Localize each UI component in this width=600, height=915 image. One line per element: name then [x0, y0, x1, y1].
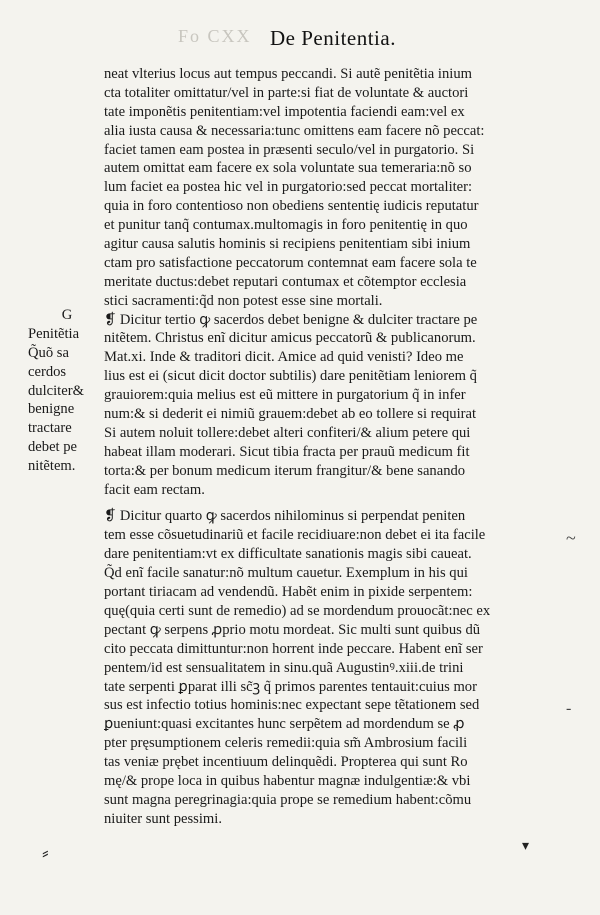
paragraph-gap	[104, 499, 562, 507]
text-line: mę/& prope loca in quibus habentur magnæ indulgentiæ:& vbi	[104, 772, 471, 789]
text-line: grauiorem:quia melius est eũ mittere in purgatorium q̃ in infer	[104, 387, 466, 404]
text-line: cta totaliter omittatur/vel in parte:si fiat de voluntate & auctori	[104, 84, 469, 101]
text-line: torta:& per bonum medicum iterum frangitur/& bene sanando	[104, 462, 466, 479]
text-line: Mat.xi. Inde & traditori dicit. Amice ad quid venisti? Ideo me	[104, 349, 464, 366]
text-line: tem esse cõsuetudinariũ et facile recidiuare:non debet ei ita facile	[104, 527, 486, 544]
text-line: neat vlterius locus aut tempus peccandi. Si autẽ penitẽtia inium	[104, 66, 472, 82]
text-line: alia iusta causa & necessaria:tunc omittens eam facere nõ peccat:	[104, 122, 485, 139]
text-line: habeat illam moderari. Sicut tibia fracta per prauũ medicum fit	[104, 443, 470, 460]
bottom-right-mark: ▾	[522, 839, 530, 854]
margin-mark: -	[566, 700, 572, 717]
text-line: faciet tamen eam postea in præsenti seculo/vel in purgatorio. Si	[104, 141, 475, 158]
text-line: quę(quia certi sunt de remedio) ad se mordendum prouocãt:nec ex	[104, 602, 491, 619]
text-line: facit eam rectam.	[104, 481, 205, 498]
text-line: lius est ei (sicut dicit doctor subtilis) dare penitẽtiam leniorem q̃	[104, 368, 477, 385]
text-line: autem omittat eam facere ex sola voluntate sua temeraria:nõ so	[104, 160, 472, 177]
text-line: portant tiriacam ad vendendũ. Habẽt enim in pixide serpentem:	[104, 584, 473, 601]
text-line: dare penitentiam:vt ex difficultate sanationis magis sibi caueat.	[104, 546, 472, 563]
text-line: tas veniæ prębet incentiuum delinquẽdi. Propterea qui sunt Ro	[104, 754, 468, 771]
text-line: et punitur tanq̃ contumax.multomagis in foro penitentię in quo	[104, 217, 468, 234]
margin-note-line: cerdos	[28, 363, 67, 380]
margin-note-line: nitẽtem.	[28, 458, 76, 475]
margin-mark: ~	[566, 528, 576, 548]
text-line: tate imponẽtis penitentiam:vel impotentia faciendi eam:vel ex	[104, 103, 465, 120]
text-line: pter pręsumptionem celeris remedii:quia sm̃ Ambrosium facili	[104, 735, 468, 752]
text-line: ❡ Dicitur quarto ꝙ sacerdos nihilominus si perpendat peniten	[104, 508, 466, 525]
margin-note-line: debet pe	[28, 439, 78, 456]
bleed-through-folio: Fo CXX	[178, 26, 252, 46]
text-line: pectant ꝙ serpens ꝓprio motu mordeat. Sic multi sunt quibus dũ	[104, 621, 481, 638]
main-text-block	[104, 65, 562, 829]
text-line: cito peccata dimittuntur:non horrent inde peccare. Habent enĩ ser	[104, 640, 483, 657]
text-line: sunt magna peregrinagia:quia prope se remedium habent:cõmu	[104, 791, 472, 808]
text-line: num:& si dederit ei nimiũ grauem:debet ab eo tollere si requirat	[104, 406, 477, 423]
text-line: agitur causa salutis hominis si recipiens penitentiam sibi inium	[104, 236, 471, 253]
text-line: niuiter sunt pessimi.	[104, 810, 222, 827]
text-line: stici sacramenti:q̃d non potest esse sine mortali.	[104, 292, 383, 309]
text-line: ❡ Dicitur tertio ꝙ sacerdos debet benigne & dulciter tractare pe	[104, 311, 478, 328]
text-line: ctam pro satisfactione peccatorum contemnat eam facere sola te	[104, 254, 477, 271]
text-line: pentem/id est sensualitatem in sinu.quã Augustinꝰ.xiii.de trini	[104, 659, 464, 676]
text-line: Si autem noluit tollere:debet alteri confiteri/& alium petere qui	[104, 424, 471, 441]
text-line: nitẽtem. Christus enĩ dicitur amicus peccatorũ & publicanorum.	[104, 330, 476, 347]
margin-letter: G	[61, 307, 73, 323]
margin-note-line: Q̃uõ sa	[28, 344, 69, 361]
text-line: quia in foro contentioso non obediens sententię iudicis reputatur	[104, 198, 479, 215]
text-line: meritate ductus:debet reputari contumax et cõtemptor ecclesia	[104, 273, 467, 290]
marginal-gloss	[28, 306, 106, 476]
text-line: tate serpenti ꝑparat illi sc̃ꝫ q̃ primos parentes tentauit:cuius mor	[104, 678, 477, 695]
text-line: lum faciet ea postea hic vel in purgatorio:sed peccat mortaliter:	[104, 179, 473, 196]
running-header: De Penitentia.	[270, 26, 396, 50]
bottom-left-mark: ⸗	[42, 842, 49, 864]
margin-note-line: benigne	[28, 401, 75, 418]
text-line: sus est infectio totius hominis:nec expectant sepe tẽtationem sed	[104, 697, 480, 714]
margin-note-line: Penitẽtia	[28, 325, 80, 342]
text-line: ꝑueniunt:quasi excitantes hunc serpẽtem ad mordendum se ꝓ	[104, 716, 465, 733]
margin-note-line: dulciter&	[28, 382, 84, 399]
text-line: Q̃d enĩ facile sanatur:nõ multum cauetur. Exemplum in his qui	[104, 565, 468, 582]
margin-note-line: tractare	[28, 420, 72, 437]
